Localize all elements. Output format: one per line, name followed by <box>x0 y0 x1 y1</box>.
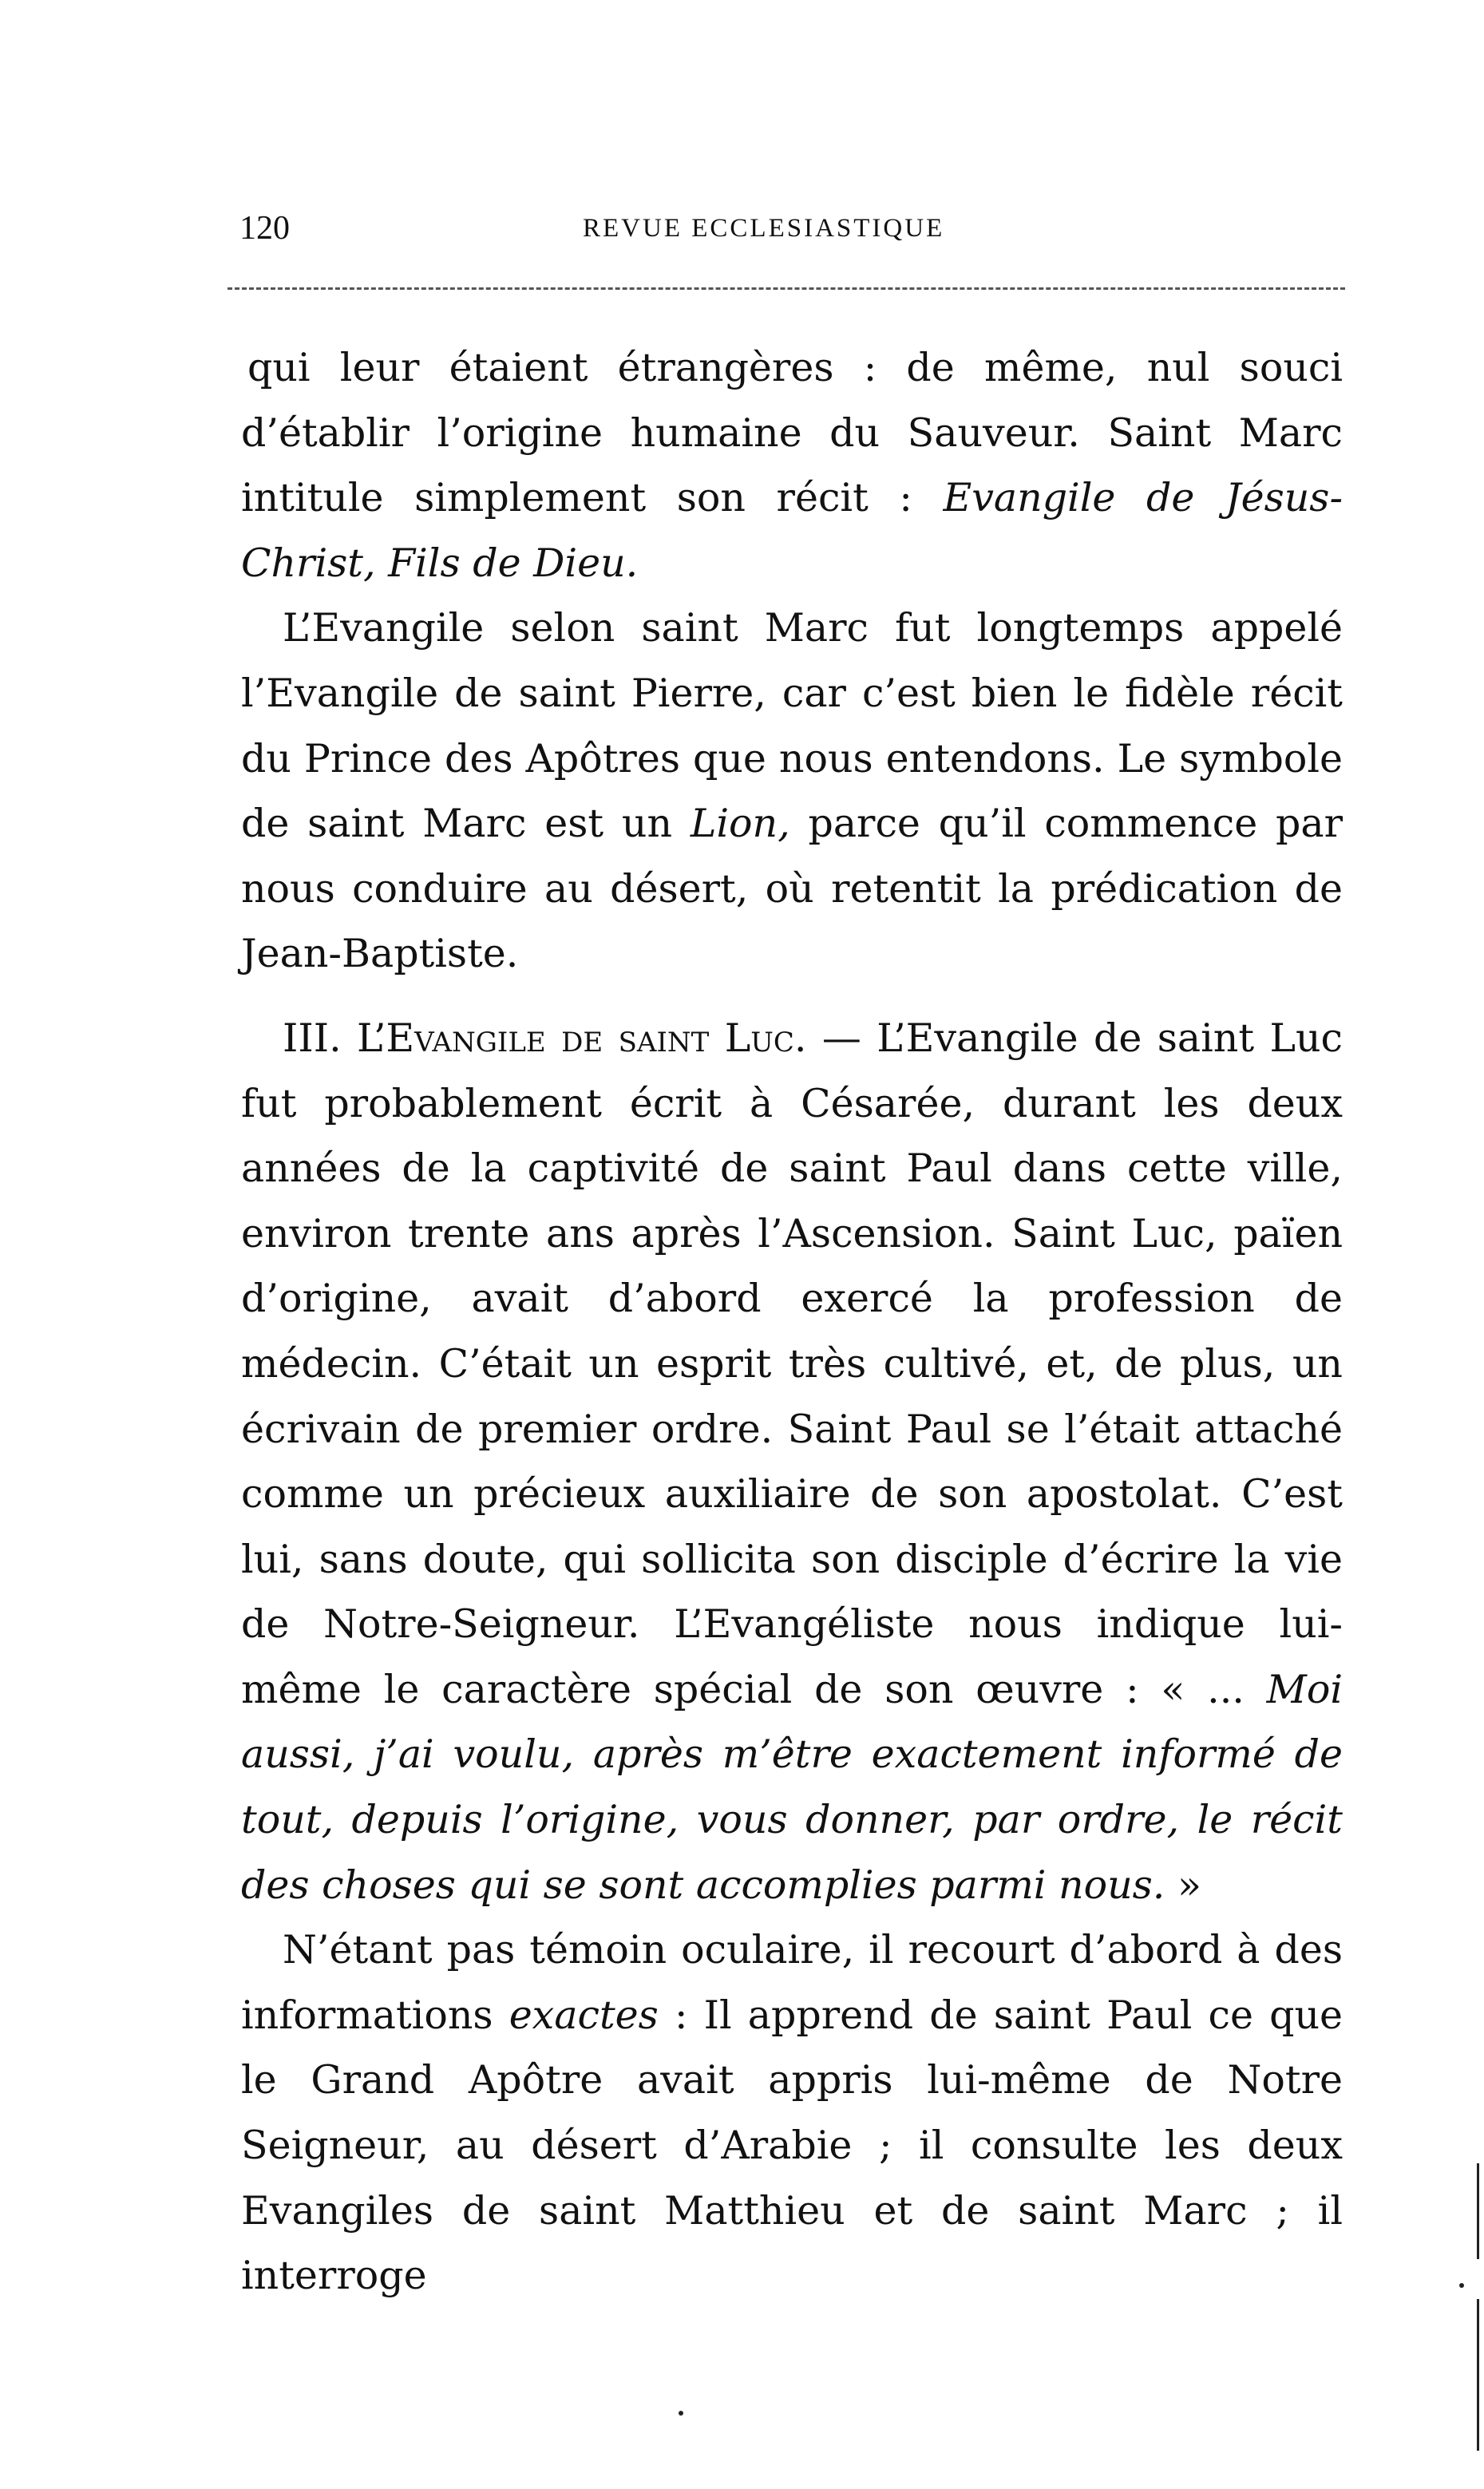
book-title: Evangile de Jésus-Christ, Fils de Dieu. <box>241 475 1344 586</box>
paragraph-2 <box>241 596 1343 987</box>
page-header <box>239 209 1349 265</box>
italic-term: Lion, <box>690 801 790 847</box>
paragraph-3 <box>241 1006 1343 1917</box>
speck <box>679 2411 683 2416</box>
italic-term: exactes <box>509 1992 659 2038</box>
page-number: 120 <box>239 210 290 247</box>
text-run: — L’Evangile de saint Luc fut probablement écrit à Césarée, durant les deux années de la captivité de saint Paul dans cette ville, environ trente ans après l’Ascension. Saint Luc, païen d’origine, avait d’abord exercé la profession de médecin. C’était un esprit très cultivé, et, de plus, un écrivain de premier ordre. Saint Paul se l’était attaché comme un précieux auxiliaire de son apostolat. C’est lui, sans doute, qui sollicita son disciple d’écrire la vie de Notre-Seigneur. L’Evangéliste nous indique lui-même le caractère spécial de son œuvre : « ... <box>241 1015 1343 1712</box>
text-run: qui leur étaient étrangères : de même, nul souci d’établir l’origine humaine du Sauveur. Saint Marc intitule simplement son récit : <box>241 345 1343 521</box>
paragraph-4 <box>241 1917 1343 2309</box>
text-run: N’étant pas témoin oculaire, il recourt d’abord à des informations <box>241 1927 1343 2038</box>
margin-mark <box>1477 2163 1479 2259</box>
quotation: Moi aussi, j’ai voulu, après m’être exactement informé de tout, depuis l’origine, vous donner, par ordre, le récit des choses qui se sont accomplies parmi nous. <box>241 1666 1343 1908</box>
paragraph-1 <box>241 335 1343 596</box>
margin-mark <box>1477 2299 1479 2451</box>
speck <box>1459 2283 1464 2288</box>
body-text <box>241 335 1343 2309</box>
section-number: III. <box>283 1015 358 1061</box>
text-run: parce qu’il commence par nous conduire au désert, où retentit la prédication de Jean-Baptiste. <box>241 801 1343 977</box>
text-run: » <box>1165 1862 1201 1908</box>
header-rule <box>228 287 1345 290</box>
text-run: : Il apprend de saint Paul ce que le Grand Apôtre avait appris lui-même de Notre Seigneur, au désert d’Arabie ; il consulte les deux Evangiles de saint Matthieu et de saint Marc ; il interroge <box>241 1992 1344 2299</box>
text-run: L’Evangile selon saint Marc fut longtemps appelé l’Evangile de saint Pierre, car c’est bien le fidèle récit du Prince des Apôtres que nous entendons. Le symbole de saint Marc est un <box>241 605 1343 847</box>
section-heading: L’Evangile de saint Luc. <box>357 1015 807 1061</box>
running-head: REVUE ECCLESIASTIQUE <box>583 214 945 243</box>
